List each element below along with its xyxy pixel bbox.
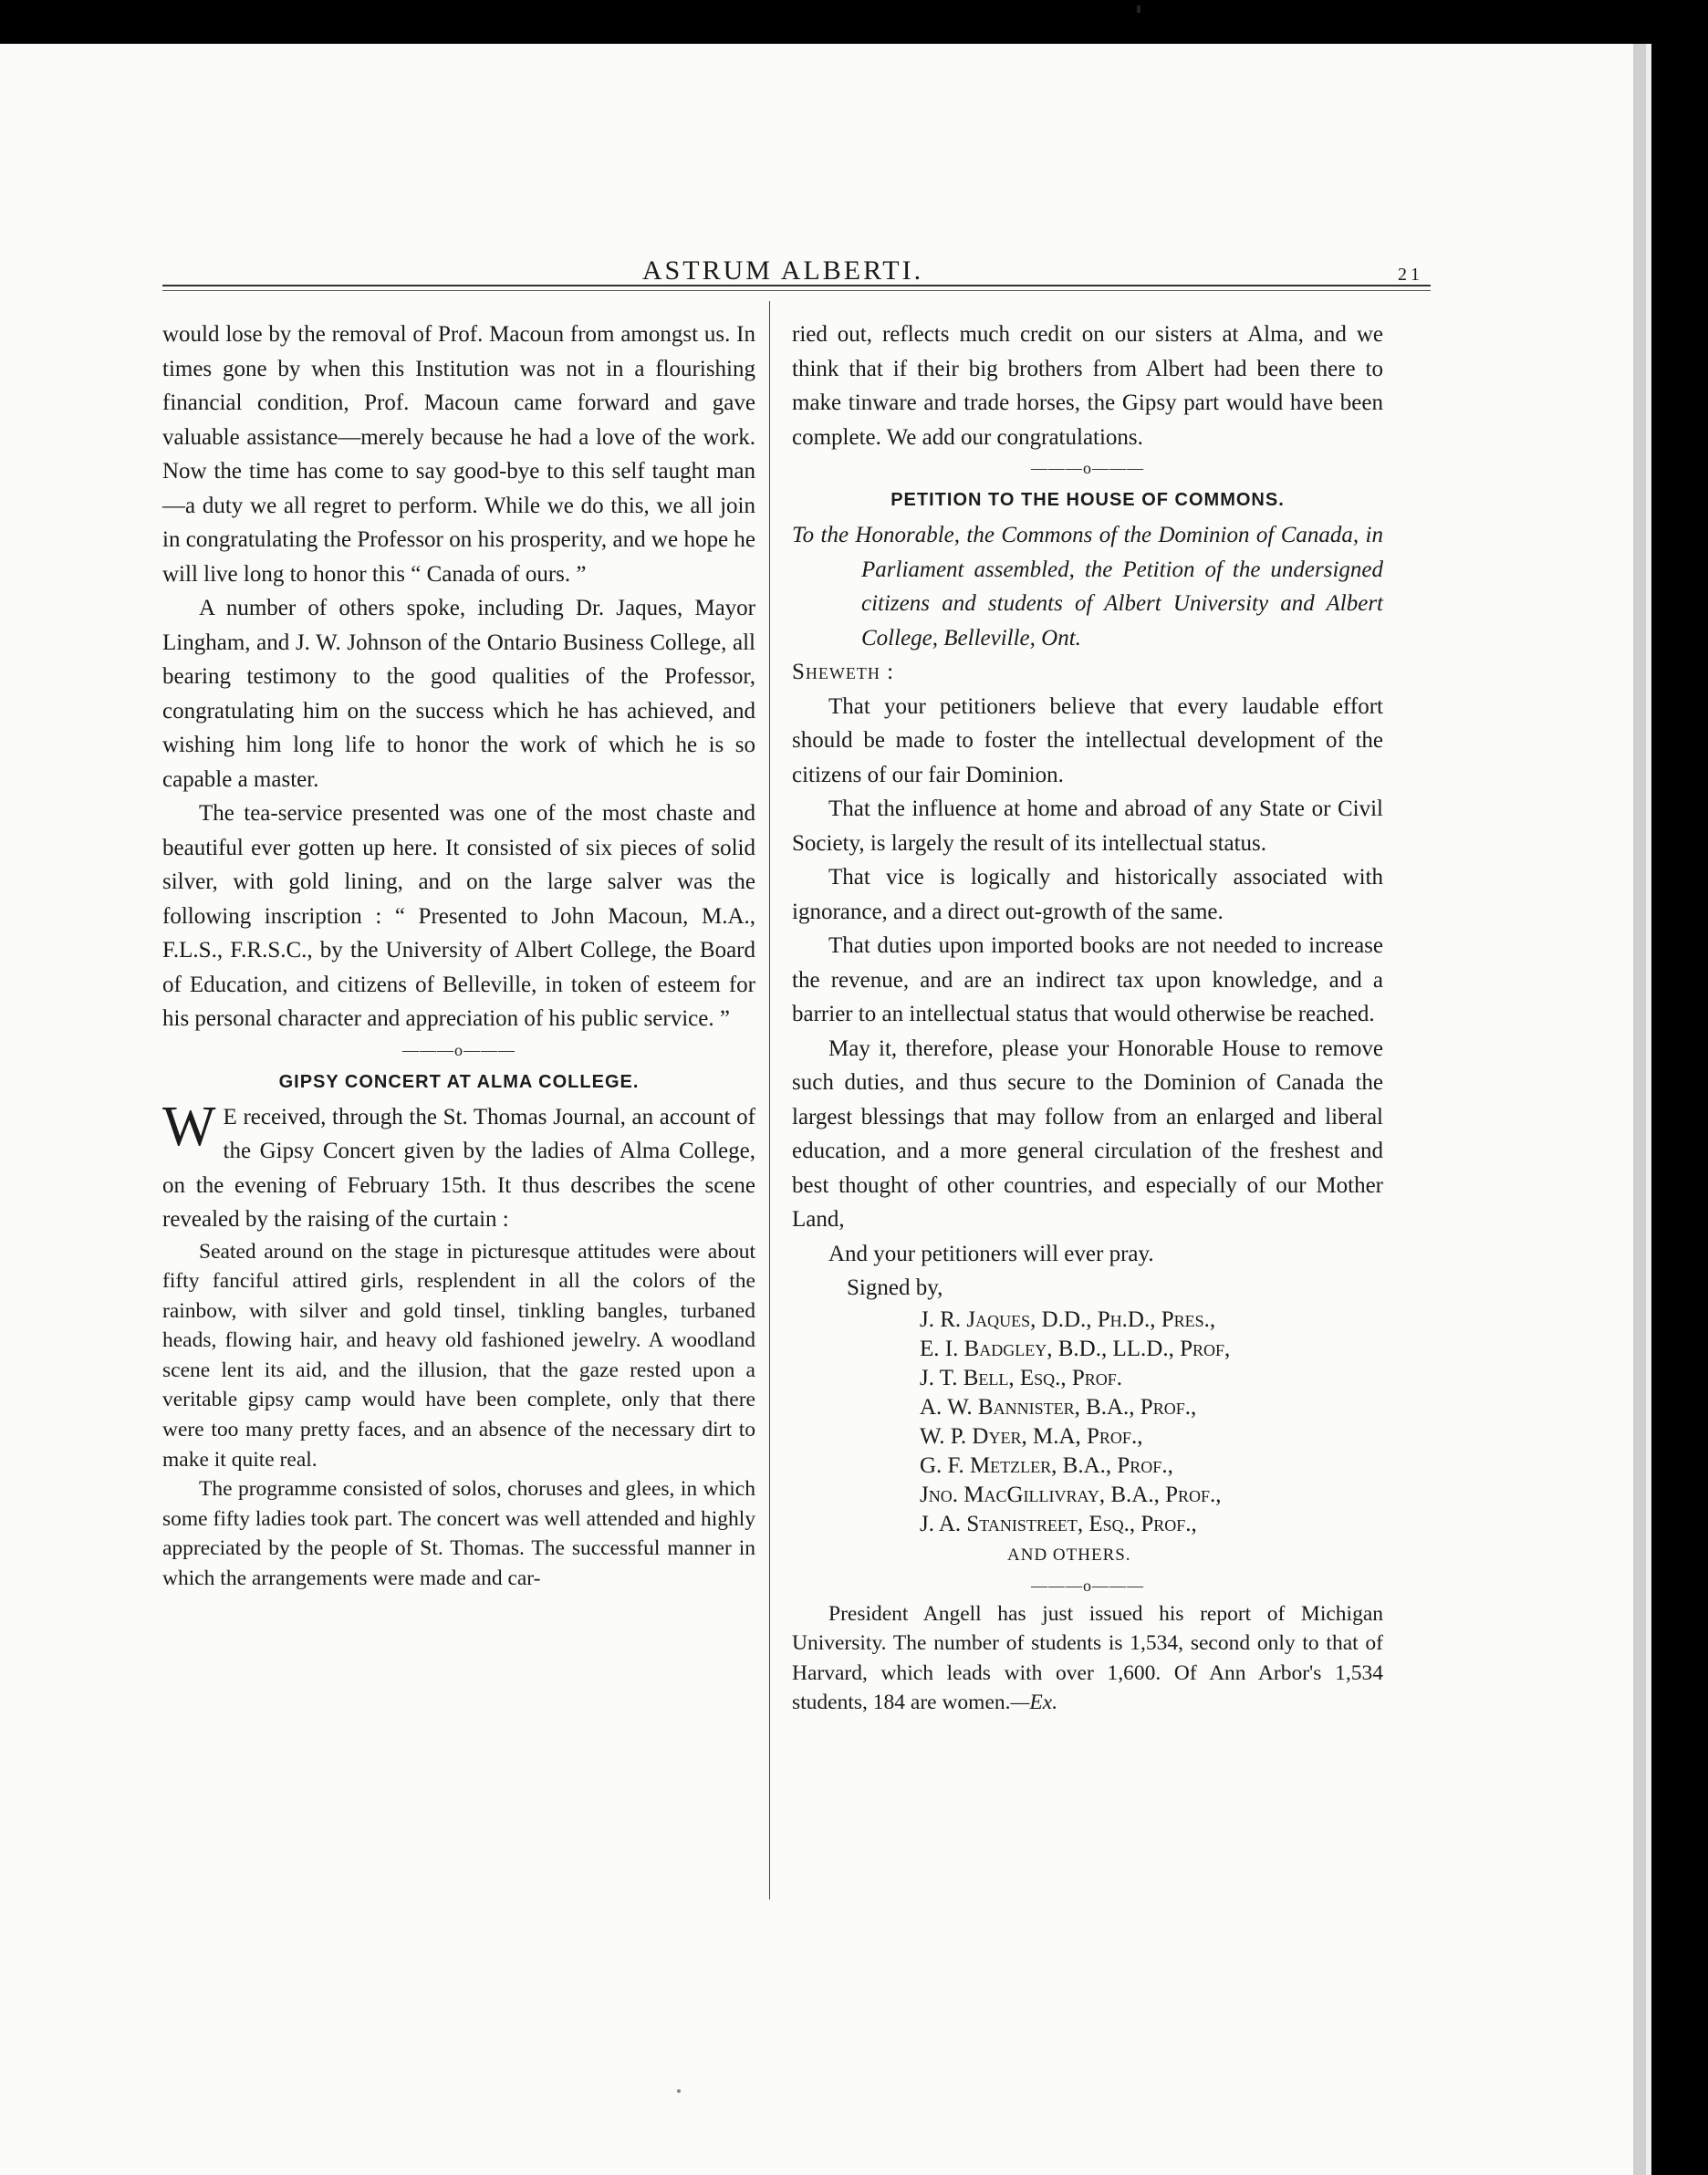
signed-by: Signed by,	[847, 1275, 943, 1300]
signatory: J. A. Stanistreet, Esq., Prof.,	[920, 1511, 1197, 1536]
drop-cap: W	[162, 1095, 216, 1158]
quoted-paragraph: Seated around on the stage in picturesque attitudes were about fifty fanciful attired girls, resplendent in all the colors of the rainbow, with silver and gold tinsel, tinkling bangles, turbaned heads, flowing hair, and heavy old fashioned jewelry. A woodland scene lent its aid, and the illusion, that the gaze rested upon a veritable gipsy camp would have been complete, only that there were too many pretty faces, and an absence of the necessary dirt to make it quite real.	[162, 1239, 755, 1472]
header-rule-thin	[162, 290, 1431, 291]
page-edge	[1633, 44, 1646, 2175]
signatory-list	[792, 1306, 1383, 1539]
left-column	[162, 317, 755, 1594]
paragraph: And your petitioners will ever pray.	[828, 1241, 1154, 1266]
page-edge-shadow	[1646, 44, 1651, 2175]
paragraph: ried out, reflects much credit on our sisters at Alma, and we think that if their big brothers from Albert had been there to make tinware and trade horses, the Gipsy part would have been complete. We add our congratulations.	[792, 322, 1383, 450]
paragraph-text: President Angell has just issued his report of Michigan University. The number of students is 1,534, second only to that of Harvard, which leads with over 1,600. Of Ann Arbor's 1,534 students, 184 are women.	[792, 1601, 1383, 1715]
section-divider: ———o———	[402, 1040, 516, 1059]
signatory: A. W. Bannister, B.A., Prof.,	[920, 1394, 1197, 1420]
paragraph: May it, therefore, please your Honorable House to remove such duties, and thus secure to the Dominion of Canada the largest blessings that may follow from an enlarged and liberal education, and a more general circulation of the freshest and best thought of other countries, and especially of our Mother Land,	[792, 1035, 1383, 1232]
right-column	[792, 317, 1383, 1718]
scan-speck	[1137, 5, 1140, 13]
signatory: W. P. Dyer, M.A, Prof.,	[920, 1423, 1143, 1449]
and-others: AND OTHERS.	[1007, 1545, 1131, 1565]
paragraph: That your petitioners believe that every laudable effort should be made to foster the intellectual development of the citizens of our fair Dominion.	[792, 693, 1383, 787]
paragraph: would lose by the removal of Prof. Macoun from amongst us. In times gone by when this Institution was not in a flourishing financial condition, Prof. Macoun came forward and gave valuable assistance—merely because he had a love of the work. Now the time has come to say good-bye to this self taught man—a duty we all regret to perform. While we do this, we all join in congratulating the Professor on his prosperity, and we hope he will live long to honor this “ Canada of ours. ”	[162, 322, 755, 587]
signatory: J. T. Bell, Esq., Prof.	[920, 1365, 1123, 1390]
section-divider: ———o———	[1031, 459, 1144, 477]
paragraph: That vice is logically and historically associated with ignorance, and a direct out-growth of the same.	[792, 865, 1383, 924]
petition-address: To the Honorable, the Commons of the Dominion of Canada, in Parliament assembled, the Petition of the undersigned citizens and students of Albert University and Albert College, Belleville, Ont.	[792, 523, 1383, 650]
signatory: G. F. Metzler, B.A., Prof.,	[920, 1452, 1173, 1478]
paragraph: The tea-service presented was one of the most chaste and beautiful ever gotten up here. It consisted of six pieces of solid silver, with gold lining, and on the large salver was the following inscription : “ Presented to John Macoun, M.A., F.L.S., F.R.S.C., by the University of Albert College, the Board of Education, and citizens of Belleville, in token of esteem for his personal character and appreciation of his public service. ”	[162, 801, 755, 1031]
section-divider: ———o———	[1031, 1576, 1144, 1595]
paragraph: The programme consisted of solos, choruses and glees, in which some fifty ladies took part. The concert was well attended and highly appreciated by the people of St. Thomas. The successful manner in which the arrangements were made and car-	[162, 1477, 755, 1591]
article-heading: PETITION TO THE HOUSE OF COMMONS.	[890, 490, 1285, 510]
source-note: —Ex.	[1010, 1691, 1058, 1715]
paragraph: That the influence at home and abroad of any State or Civil Society, is largely the result of its intellectual status.	[792, 796, 1383, 856]
journal-title: ASTRUM ALBERTI.	[641, 255, 924, 286]
sheweth-label: Sheweth :	[792, 660, 895, 684]
paragraph-with-dropcap	[162, 1095, 755, 1237]
scan-speck-bottom	[677, 2089, 681, 2093]
header-rule	[162, 285, 1431, 286]
article-heading: GIPSY CONCERT AT ALMA COLLEGE.	[278, 1071, 640, 1092]
paragraph	[792, 1599, 1383, 1718]
running-header	[162, 255, 1423, 292]
page-number: 21	[1398, 265, 1423, 285]
paragraph-text: E received, through the St. Thomas Journal, an account of the Gipsy Concert given by the ladies of Alma College, on the evening of February 15th. It thus describes the scene revealed by the raising of the curtain :	[162, 1104, 755, 1232]
signatory: Jno. MacGillivray, B.A., Prof.,	[920, 1482, 1222, 1507]
signatory: J. R. Jaques, D.D., Ph.D., Pres.,	[920, 1306, 1216, 1332]
paragraph: That duties upon imported books are not needed to increase the revenue, and are an indirect tax upon knowledge, and a barrier to an intellectual status that would otherwise be reached.	[792, 933, 1383, 1026]
column-divider	[769, 301, 770, 1899]
signatory: E. I. Badgley, B.D., LL.D., Prof,	[920, 1336, 1231, 1361]
paragraph: A number of others spoke, including Dr. Jaques, Mayor Lingham, and J. W. Johnson of the Ontario Business College, all bearing testimony to the good qualities of the Professor, congratulating him on the success which he has achieved, and wishing him long life to honor the work of which he is so capable a master.	[162, 596, 755, 792]
